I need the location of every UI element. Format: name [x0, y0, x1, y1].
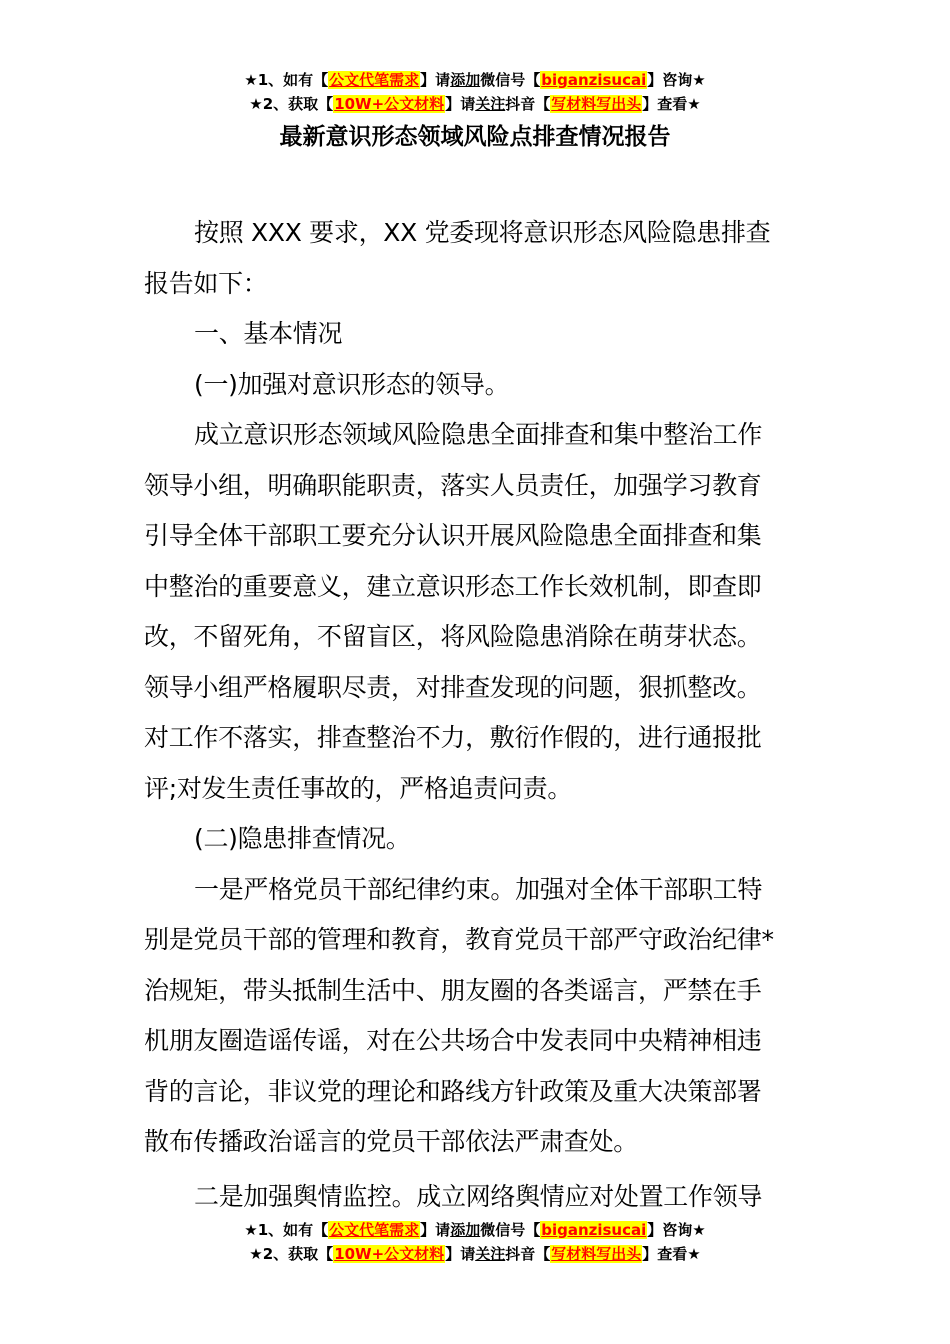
- text-line: 散布传播政治谣言的党员干部依法严肃查处。: [144, 1127, 639, 1156]
- banner-text: 抖音【: [505, 95, 551, 113]
- banner-text: ★2、获取【: [249, 95, 334, 113]
- banner-underline: 添加: [450, 71, 481, 89]
- banner-underline: 关注: [475, 95, 506, 113]
- document-title: 最新意识形态领域风险点排查情况报告: [279, 124, 671, 150]
- wechat-id-highlight: biganzisucai: [541, 1221, 647, 1239]
- subsection-heading-2: (二)隐患排查情况。: [194, 824, 411, 853]
- banner-text: 】请: [420, 71, 451, 89]
- intro-paragraph: [144, 208, 808, 309]
- text-line: 治规矩，带头抵制生活中、朋友圈的各类谣言，严禁在手: [144, 975, 762, 1005]
- text-line: 二是加强舆情监控。成立网络舆情应对处置工作领导: [194, 1181, 763, 1211]
- footer-banner: [0, 1218, 950, 1266]
- banner-underline: 关注: [475, 1245, 506, 1263]
- header-banner: [0, 68, 950, 116]
- douyin-id-highlight: 写材料写出头: [551, 1245, 642, 1263]
- banner-text: 】查看★: [642, 95, 701, 113]
- text-line: 改，不留死角，不留盲区，将风险隐患消除在萌芽状态。: [144, 622, 762, 651]
- banner-line-1: [0, 1218, 950, 1242]
- section-heading: 一、基本情况: [194, 319, 343, 348]
- banner-text: ★1、如有【: [244, 71, 329, 89]
- document-body: [144, 208, 808, 1222]
- banner-text: ★2、获取【: [249, 1245, 334, 1263]
- text-line: 机朋友圈造谣传谣，对在公共场合中发表同中央精神相违: [144, 1026, 762, 1055]
- banner-line-2: [0, 92, 950, 116]
- paragraph-discipline: [144, 865, 808, 1168]
- text-line: 中整治的重要意义，建立意识形态工作长效机制，即查即: [144, 571, 762, 601]
- text-line: 成立意识形态领域风险隐患全面排查和集中整治工作: [194, 420, 763, 449]
- banner-highlight: 10W+公文材料: [334, 95, 445, 113]
- banner-text: 微信号【: [480, 1221, 541, 1239]
- banner-text: 】咨询★: [647, 1221, 706, 1239]
- paragraph-leadership: [144, 410, 808, 814]
- text-line: 报告如下：: [144, 268, 268, 298]
- text-line: 评;对发生责任事故的，严格追责问责。: [144, 773, 573, 803]
- banner-text: 】请: [420, 1221, 451, 1239]
- banner-text: 】请: [445, 95, 476, 113]
- banner-text: ★1、如有【: [244, 1221, 329, 1239]
- subsection-heading-1: (一)加强对意识形态的领导。: [194, 369, 510, 399]
- text-line: 引导全体干部职工要充分认识开展风险隐患全面排查和集: [144, 521, 762, 550]
- text-line: 领导小组，明确职能职责，落实人员责任，加强学习教育: [144, 470, 762, 500]
- banner-text: 】请: [445, 1245, 476, 1263]
- text-line: 领导小组严格履职尽责，对排查发现的问题，狠抓整改。: [144, 672, 762, 702]
- text-line: 背的言论，非议党的理论和路线方针政策及重大决策部署: [144, 1076, 762, 1106]
- banner-underline: 添加: [450, 1221, 481, 1239]
- banner-highlight: 公文代笔需求: [329, 1221, 420, 1239]
- banner-line-1: [0, 68, 950, 92]
- paragraph-monitoring: [144, 1172, 808, 1223]
- wechat-id-highlight: biganzisucai: [541, 71, 647, 89]
- banner-text: 抖音【: [505, 1245, 551, 1263]
- banner-text: 】咨询★: [647, 71, 706, 89]
- douyin-id-highlight: 写材料写出头: [551, 95, 642, 113]
- banner-text: 微信号【: [480, 71, 541, 89]
- text-line: 按照 XXX 要求，XX 党委现将意识形态风险隐患排查: [194, 218, 771, 247]
- banner-highlight: 公文代笔需求: [329, 71, 420, 89]
- text-line: 一是严格党员干部纪律约束。加强对全体干部职工特: [194, 874, 763, 904]
- banner-line-2: [0, 1242, 950, 1266]
- text-line: 对工作不落实，排查整治不力，敷衍作假的，进行通报批: [144, 723, 762, 752]
- banner-highlight: 10W+公文材料: [334, 1245, 445, 1263]
- banner-text: 】查看★: [642, 1245, 701, 1263]
- text-line: 别是党员干部的管理和教育，教育党员干部严守政治纪律*: [144, 925, 774, 954]
